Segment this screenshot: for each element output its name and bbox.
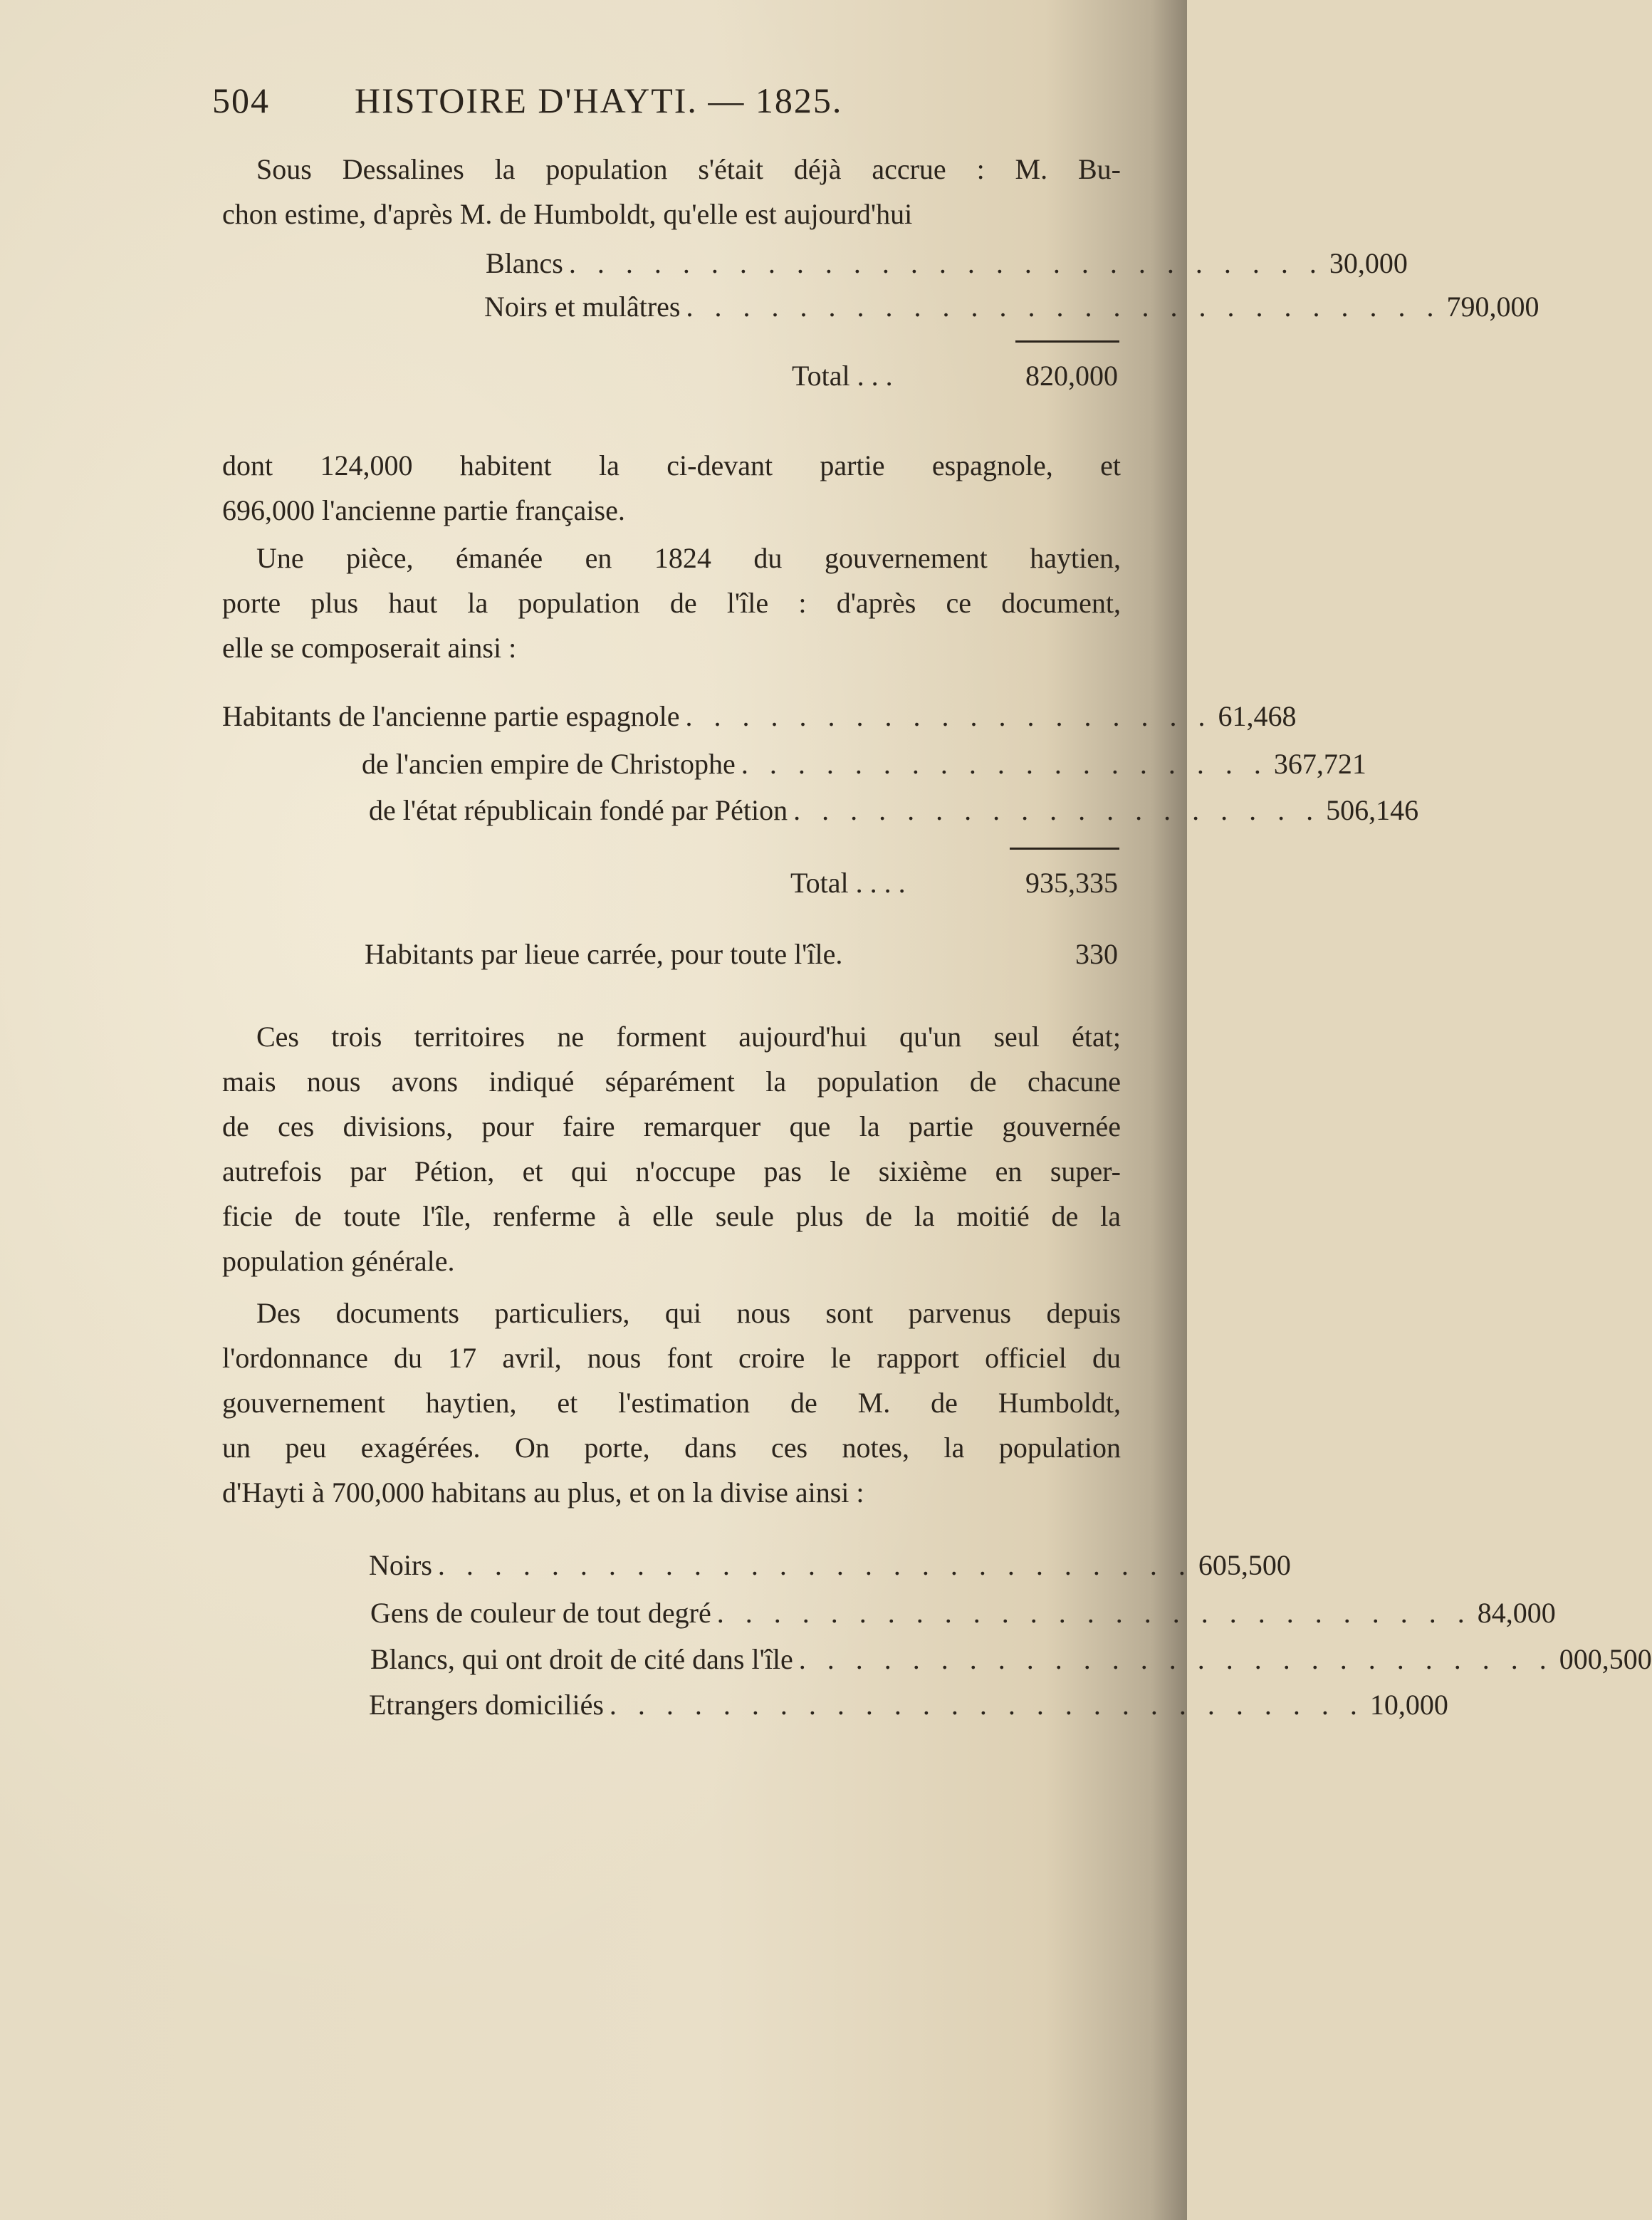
table3-row [369, 1546, 1291, 1585]
text-line: Une pièce, émanée en 1824 du gouvernement haytien, [256, 542, 1121, 574]
text-line: gouvernement haytien, et l'estimation de M. de Humboldt, [222, 1387, 1121, 1419]
row-value: 605,500 [1198, 1549, 1291, 1581]
row-value: 790,000 [1446, 291, 1539, 323]
page-header [212, 80, 995, 121]
text-line: 696,000 l'ancienne partie française. [222, 494, 625, 526]
text-line: Ces trois territoires ne forment aujourd'hui qu'un seul état; [256, 1021, 1121, 1053]
page-number: 504 [212, 80, 270, 120]
sum-rule [1015, 340, 1119, 343]
leader-dots: . . . . . . . . . . . . . . . . . . . . . . . . . . . [609, 1689, 1364, 1721]
text-line: un peu exagérées. On porte, dans ces notes, la population [222, 1432, 1121, 1464]
leader-dots: . . . . . . . . . . . . . . . . . . . . . . . . . . . [716, 1597, 1472, 1629]
leader-dots: . . . . . . . . . . . . . . . . . . . . . . . . . . . [798, 1643, 1554, 1675]
table3-row [370, 1640, 1652, 1679]
density-label: Habitants par lieue carrée, pour toute l'île. [365, 938, 843, 970]
table1-row [484, 287, 1539, 327]
paragraph-intro [222, 147, 1121, 236]
paragraph-breakdown [222, 443, 1121, 533]
table1-total-row [792, 356, 1118, 396]
row-label: Noirs et mulâtres [484, 291, 681, 323]
leader-dots: . . . . . . . . . . . . . . . . . . . [793, 794, 1321, 826]
leader-dots: . . . . . . . . . . . . . . . . . . . [741, 748, 1268, 780]
text-line: mais nous avons indiqué séparément la population de chacune [222, 1065, 1121, 1098]
row-value: 10,000 [1369, 1689, 1448, 1721]
row-label: Noirs [369, 1549, 432, 1581]
text-line: dont 124,000 habitent la ci-devant partie espagnole, et [222, 449, 1121, 481]
text-line: chon estime, d'après M. de Humboldt, qu'elle est aujourd'hui [222, 198, 913, 230]
total-label: Total . . . [792, 360, 893, 392]
leader-dots: . . . . . . . . . . . . . . . . . . . . . . . . . . . [686, 291, 1441, 323]
leader-dots: . . . . . . . . . . . . . . . . . . . . . . . . . . . [568, 247, 1324, 279]
text-line: d'Hayti à 700,000 habitans au plus, et on la divise ainsi : [222, 1476, 864, 1508]
total-value: 820,000 [1025, 360, 1118, 392]
row-label: de l'ancien empire de Christophe [362, 748, 736, 780]
table2-total-row [790, 863, 1118, 903]
table1-row [486, 244, 1408, 283]
table3-row [369, 1685, 1448, 1725]
table3-row [370, 1593, 1556, 1633]
text-line: porte plus haut la population de l'île : d'après ce document, [222, 587, 1121, 619]
row-value: 61,468 [1218, 700, 1297, 732]
row-label: Gens de couleur de tout degré [370, 1597, 711, 1629]
row-value: 506,146 [1326, 794, 1419, 826]
table2-row [369, 791, 1419, 830]
row-value: 367,721 [1273, 748, 1366, 780]
total-label: Total . . . . [790, 867, 906, 899]
leader-dots: . . . . . . . . . . . . . . . . . . . [685, 700, 1213, 732]
density-value: 330 [1075, 938, 1118, 970]
text-line: l'ordonnance du 17 avril, nous font croire le rapport officiel du [222, 1342, 1121, 1374]
row-label: Habitants de l'ancienne partie espagnole [222, 700, 680, 732]
row-label: Blancs [486, 247, 563, 279]
text-line: Sous Dessalines la population s'était déjà accrue : M. Bu- [256, 153, 1121, 185]
leader-dots: . . . . . . . . . . . . . . . . . . . . . . . . . . . [437, 1549, 1193, 1581]
paragraph-private-documents [222, 1291, 1121, 1515]
paragraph-document [222, 536, 1121, 670]
row-value: 84,000 [1477, 1597, 1556, 1629]
text-line: elle se composerait ainsi : [222, 632, 517, 664]
text-line: autrefois par Pétion, et qui n'occupe pas le sixième en super- [222, 1155, 1121, 1187]
table2-density-row [365, 934, 1118, 974]
total-value: 935,335 [1025, 867, 1118, 899]
running-title: HISTOIRE D'HAYTI. — 1825. [355, 80, 843, 120]
row-label: Etrangers domiciliés [369, 1689, 604, 1721]
row-label: de l'état républicain fondé par Pétion [369, 794, 788, 826]
row-value: 30,000 [1329, 247, 1408, 279]
table2-row [362, 744, 1366, 784]
row-label: Blancs, qui ont droit de cité dans l'île [370, 1643, 793, 1675]
text-line: Des documents particuliers, qui nous sont parvenus depuis [256, 1297, 1121, 1329]
table2-row [222, 697, 1297, 736]
text-line: ficie de toute l'île, renferme à elle seule plus de la moitié de la [222, 1200, 1121, 1232]
text-line: population générale. [222, 1245, 455, 1277]
text-line: de ces divisions, pour faire remarquer que la partie gouvernée [222, 1110, 1121, 1142]
paragraph-territories [222, 1014, 1121, 1283]
row-value: 000,500 [1559, 1643, 1652, 1675]
sum-rule [1010, 848, 1119, 850]
